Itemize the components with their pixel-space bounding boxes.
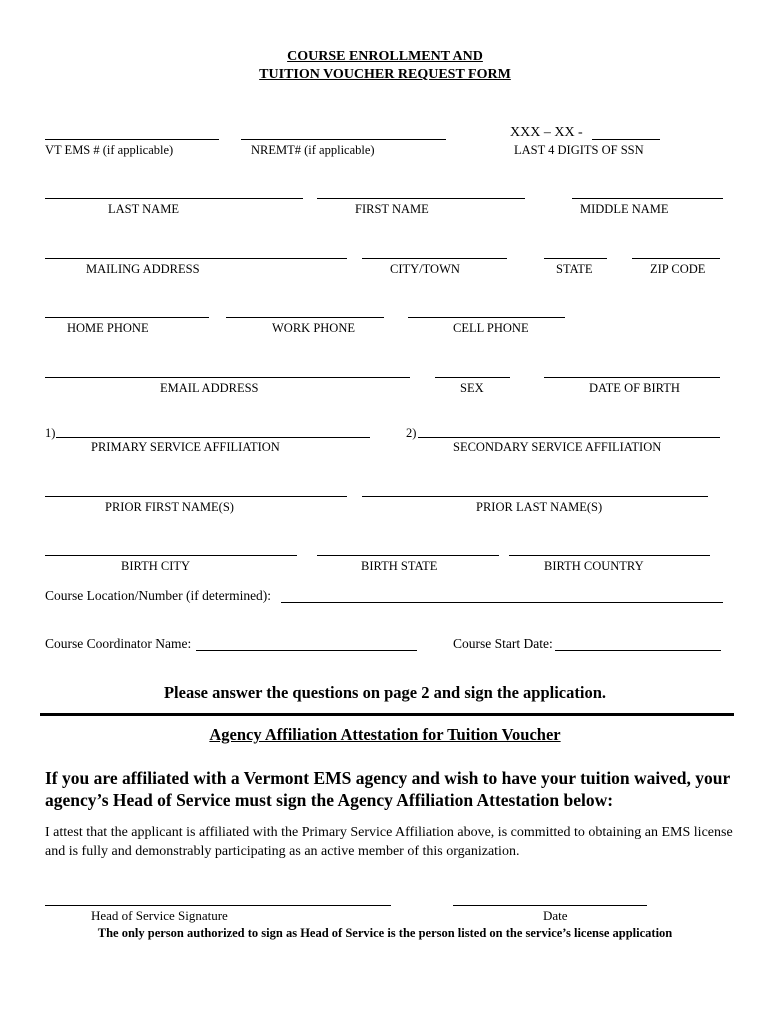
birth-state-field[interactable] [317,538,499,556]
course-start-date-label: Course Start Date: [453,636,553,651]
signature-line [45,905,391,906]
ssn-label: LAST 4 DIGITS OF SSN [514,143,644,157]
ssn-last4-line [592,139,660,140]
prior-last-names-line [362,496,708,497]
state-field[interactable] [544,241,607,259]
last-name-label: LAST NAME [108,202,179,216]
course-coordinator-line [196,650,417,651]
instructions-text: Please answer the questions on page 2 and sign the application. [163,683,607,702]
cell-phone-line [408,317,565,318]
vt-ems-line [45,139,219,140]
first-name-line [317,198,525,199]
zip-code-field[interactable] [632,241,720,259]
zip-code-label: ZIP CODE [650,262,706,276]
mailing-address-field[interactable] [45,241,347,259]
primary-affiliation-number: 1) [45,426,56,440]
state-label: STATE [556,262,593,276]
birth-city-label: BIRTH CITY [121,559,191,573]
form-title-line2: TUITION VOUCHER REQUEST FORM [259,67,511,82]
ssn-prefix: XXX – XX - [510,125,583,140]
zip-code-line [632,258,720,259]
prior-first-names-label: PRIOR FIRST NAME(S) [105,500,234,514]
birth-country-label: BIRTH COUNTRY [544,559,644,573]
primary-affiliation-label: PRIMARY SERVICE AFFILIATION [91,440,280,454]
prior-first-names-field[interactable] [45,479,347,497]
secondary-affiliation-label: SECONDARY SERVICE AFFILIATION [453,440,662,454]
city-town-label: CITY/TOWN [390,262,460,276]
primary-affiliation-line [56,437,370,438]
prior-first-names-line [45,496,347,497]
nremt-line [241,139,446,140]
course-location-label: Course Location/Number (if determined): [45,588,272,603]
sex-line [435,377,510,378]
birth-state-label: BIRTH STATE [361,559,438,573]
first-name-label: FIRST NAME [355,202,429,216]
section-divider [40,713,734,716]
signature-label: Head of Service Signature [91,908,228,923]
vt-ems-field[interactable] [45,122,219,140]
city-town-line [362,258,507,259]
mailing-address-label: MAILING ADDRESS [86,262,200,276]
nremt-field[interactable] [241,122,446,140]
cell-phone-field[interactable] [408,300,565,318]
attestation-heading: Agency Affiliation Attestation for Tuition Voucher [209,725,561,744]
birth-city-line [45,555,297,556]
city-town-field[interactable] [362,241,507,259]
last-name-line [45,198,303,199]
prior-last-names-label: PRIOR LAST NAME(S) [476,500,603,514]
vt-ems-label: VT EMS # (if applicable) [45,143,174,157]
first-name-field[interactable] [317,181,525,199]
ssn-last4-field[interactable] [592,122,660,140]
home-phone-line [45,317,209,318]
state-line [544,258,607,259]
course-start-date-field[interactable] [555,633,721,651]
birth-state-line [317,555,499,556]
course-location-field[interactable] [281,585,723,603]
date-line [453,905,647,906]
attestation-date-field[interactable] [453,888,647,906]
cell-phone-label: CELL PHONE [453,321,529,335]
secondary-affiliation-number: 2) [406,426,417,440]
date-of-birth-label: DATE OF BIRTH [589,381,680,395]
secondary-affiliation-line [418,437,720,438]
home-phone-label: HOME PHONE [67,321,149,335]
course-coordinator-label: Course Coordinator Name: [45,636,192,651]
attestation-statement: I attest that the applicant is affiliated with the Primary Service Affiliation above, is committed to obtaining an EMS license and is fully and demonstrably participating as an active member of this organization. [45,825,733,859]
primary-affiliation-field[interactable] [56,420,370,438]
middle-name-label: MIDDLE NAME [580,202,669,216]
attestation-lead: If you are affiliated with a Vermont EMS agency and wish to have your tuition waived, your agency’s Head of Service must sign the Agency Affiliation Attestation below: [45,768,730,810]
middle-name-field[interactable] [572,181,723,199]
nremt-label: NREMT# (if applicable) [251,143,375,157]
form-title-line1: COURSE ENROLLMENT AND [287,49,483,64]
work-phone-label: WORK PHONE [272,321,355,335]
head-of-service-signature-field[interactable] [45,888,391,906]
last-name-field[interactable] [45,181,303,199]
work-phone-field[interactable] [226,300,384,318]
middle-name-line [572,198,723,199]
email-field[interactable] [45,360,410,378]
birth-city-field[interactable] [45,538,297,556]
date-of-birth-line [544,377,720,378]
mailing-address-line [45,258,347,259]
email-line [45,377,410,378]
email-label: EMAIL ADDRESS [160,381,259,395]
prior-last-names-field[interactable] [362,479,708,497]
sex-field[interactable] [435,360,510,378]
birth-country-field[interactable] [509,538,710,556]
date-of-birth-field[interactable] [544,360,720,378]
course-coordinator-field[interactable] [196,633,417,651]
secondary-affiliation-field[interactable] [418,420,720,438]
course-location-line [281,602,723,603]
birth-country-line [509,555,710,556]
date-label: Date [543,908,568,923]
work-phone-line [226,317,384,318]
authorization-note: The only person authorized to sign as Head of Service is the person listed on the service’s license application [97,926,673,940]
sex-label: SEX [460,381,484,395]
home-phone-field[interactable] [45,300,209,318]
course-start-date-line [555,650,721,651]
